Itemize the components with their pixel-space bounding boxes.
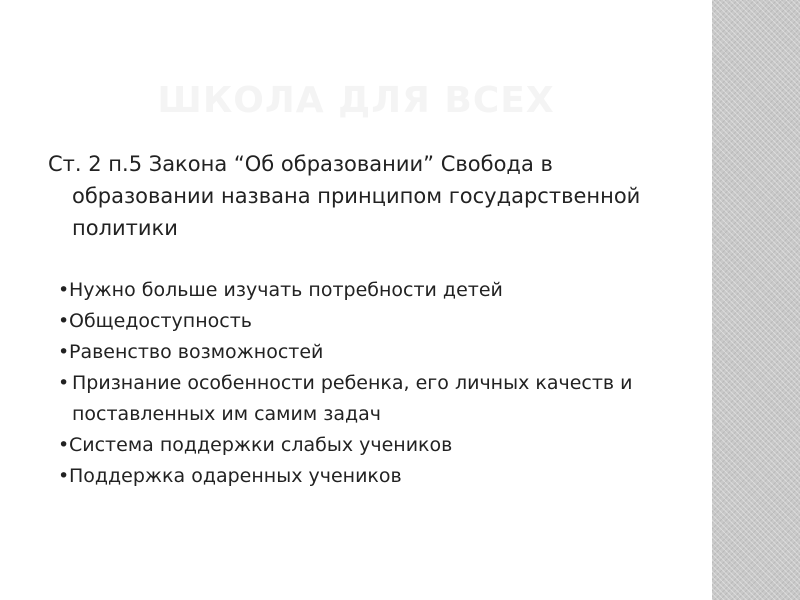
list-item [58, 430, 658, 461]
slide-title: ШКОЛА ДЛЯ ВСЕХ [157, 80, 555, 121]
list-item-text: Нужно больше изучать потребности детей [69, 279, 503, 301]
list-item-text: Равенство возможностей [69, 341, 324, 363]
list-item-text: Поддержка одаренных учеников [69, 465, 402, 487]
bullet-icon: • [58, 434, 70, 456]
bullet-icon: • [58, 310, 70, 332]
bullet-icon: • [58, 372, 70, 394]
bullet-icon: • [58, 341, 70, 363]
bullet-list [58, 275, 658, 492]
bullet-icon: • [58, 465, 70, 487]
list-item-text: Система поддержки слабых учеников [69, 434, 453, 456]
decorative-side-band [712, 0, 800, 600]
bullet-icon: • [58, 279, 70, 301]
list-item [58, 461, 658, 492]
list-item [58, 368, 658, 430]
list-item-text: Признание особенности ребенка, его личных качеств и поставленных им самим задач [72, 372, 633, 425]
list-item [58, 306, 658, 337]
intro-paragraph: Ст. 2 п.5 Закона “Об образовании” Свобода в образовании названа принципом государственной политики [48, 152, 641, 240]
list-item [58, 275, 658, 306]
list-item [58, 337, 658, 368]
list-item-text: Общедоступность [69, 310, 252, 332]
